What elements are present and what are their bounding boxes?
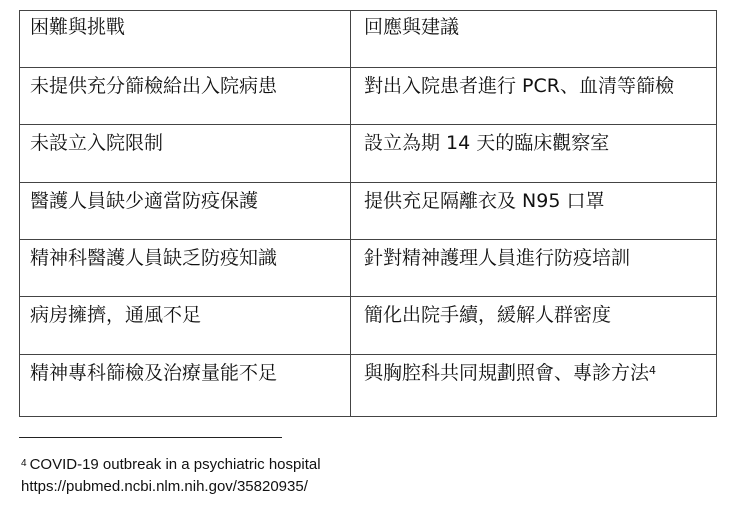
- response-cell: 設立為期 14 天的臨床觀察室: [351, 125, 717, 183]
- footnote-reference[interactable]: 4: [649, 364, 657, 377]
- response-cell: 對出入院患者進行 PCR、血清等篩檢: [351, 68, 717, 125]
- table-row: [20, 183, 717, 240]
- response-cell: 針對精神護理人員進行防疫培訓: [351, 240, 717, 297]
- table-row: [20, 125, 717, 183]
- challenge-cell: 病房擁擠，通風不足: [20, 297, 351, 355]
- challenges-response-table: [19, 10, 717, 417]
- table-row: [20, 68, 717, 125]
- footnote-title: COVID-19 outbreak in a psychiatric hospital: [29, 456, 321, 473]
- challenge-cell: 未提供充分篩檢給出入院病患: [20, 68, 351, 125]
- footnote-divider: [19, 437, 282, 438]
- footnote-url[interactable]: https://pubmed.ncbi.nlm.nih.gov/35820935/: [21, 478, 308, 495]
- table-row: [20, 240, 717, 297]
- table-header-row: [20, 11, 717, 68]
- footnote-marker: 4: [21, 458, 27, 469]
- challenge-cell: 醫護人員缺少適當防疫保護: [20, 183, 351, 240]
- challenge-cell: 未設立入院限制: [20, 125, 351, 183]
- challenge-cell: 精神科醫護人員缺乏防疫知識: [20, 240, 351, 297]
- response-text: 與胸腔科共同規劃照會、專診方法: [364, 362, 650, 384]
- response-cell: [351, 355, 717, 417]
- table-row: [20, 355, 717, 417]
- response-cell: 提供充足隔離衣及 N95 口罩: [351, 183, 717, 240]
- challenge-cell: 精神專科篩檢及治療量能不足: [20, 355, 351, 417]
- footnote: [21, 454, 321, 498]
- response-cell: 簡化出院手續，緩解人群密度: [351, 297, 717, 355]
- header-responses: 回應與建議: [351, 11, 717, 68]
- header-challenges: 困難與挑戰: [20, 11, 351, 68]
- table-row: [20, 297, 717, 355]
- footnote-line-1: [21, 454, 321, 476]
